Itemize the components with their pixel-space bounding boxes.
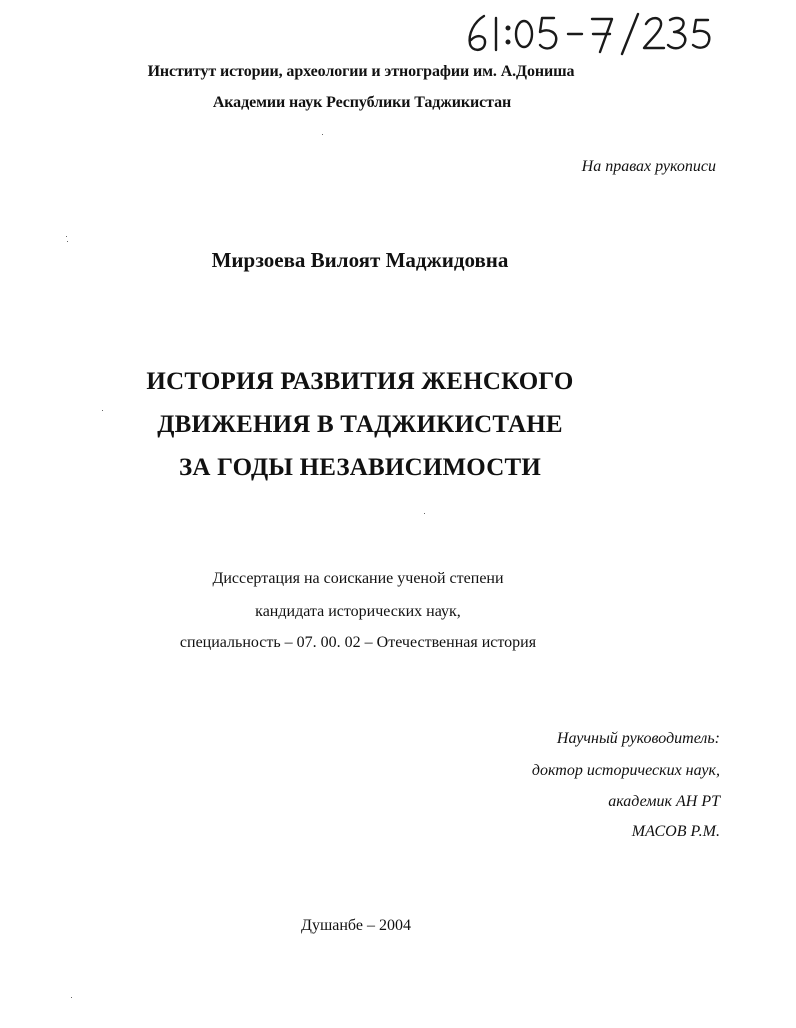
supervisor-label: Научный руководитель: [556, 730, 720, 747]
scan-speck [322, 134, 323, 135]
supervisor-name: МАСОВ Р.М. [631, 823, 720, 840]
institute-name: Институт истории, археологии и этнографии им. А.Дониша [147, 63, 575, 80]
author-name: Мирзоева Вилоят Маджидовна [211, 248, 509, 272]
scan-speck [102, 410, 103, 411]
supervisor-degree: доктор исторических наук, [531, 762, 720, 779]
dissertation-specialty: специальность – 07. 00. 02 – Отечественная история [179, 634, 537, 651]
dissertation-line-2: кандидата исторических наук, [255, 603, 461, 620]
dissertation-line-1: Диссертация на соискание ученой степени [212, 570, 504, 587]
place-and-year: Душанбе – 2004 [301, 917, 411, 934]
scan-speck [67, 241, 68, 242]
scan-speck [424, 513, 425, 514]
handwritten-catalog-code [462, 10, 712, 58]
title-line-3: ЗА ГОДЫ НЕЗАВИСИМОСТИ [178, 454, 541, 481]
handwritten-code-drawing [462, 10, 712, 58]
title-line-2: ДВИЖЕНИЯ В ТАДЖИКИСТАНЕ [157, 411, 563, 438]
scan-speck [71, 997, 72, 998]
scan-speck [66, 236, 67, 237]
manuscript-rights-note: На правах рукописи [581, 158, 716, 175]
academy-name: Академии наук Республики Таджикистан [212, 94, 512, 111]
title-line-1: ИСТОРИЯ РАЗВИТИЯ ЖЕНСКОГО [146, 368, 574, 395]
supervisor-rank: академик АН РТ [608, 793, 720, 810]
